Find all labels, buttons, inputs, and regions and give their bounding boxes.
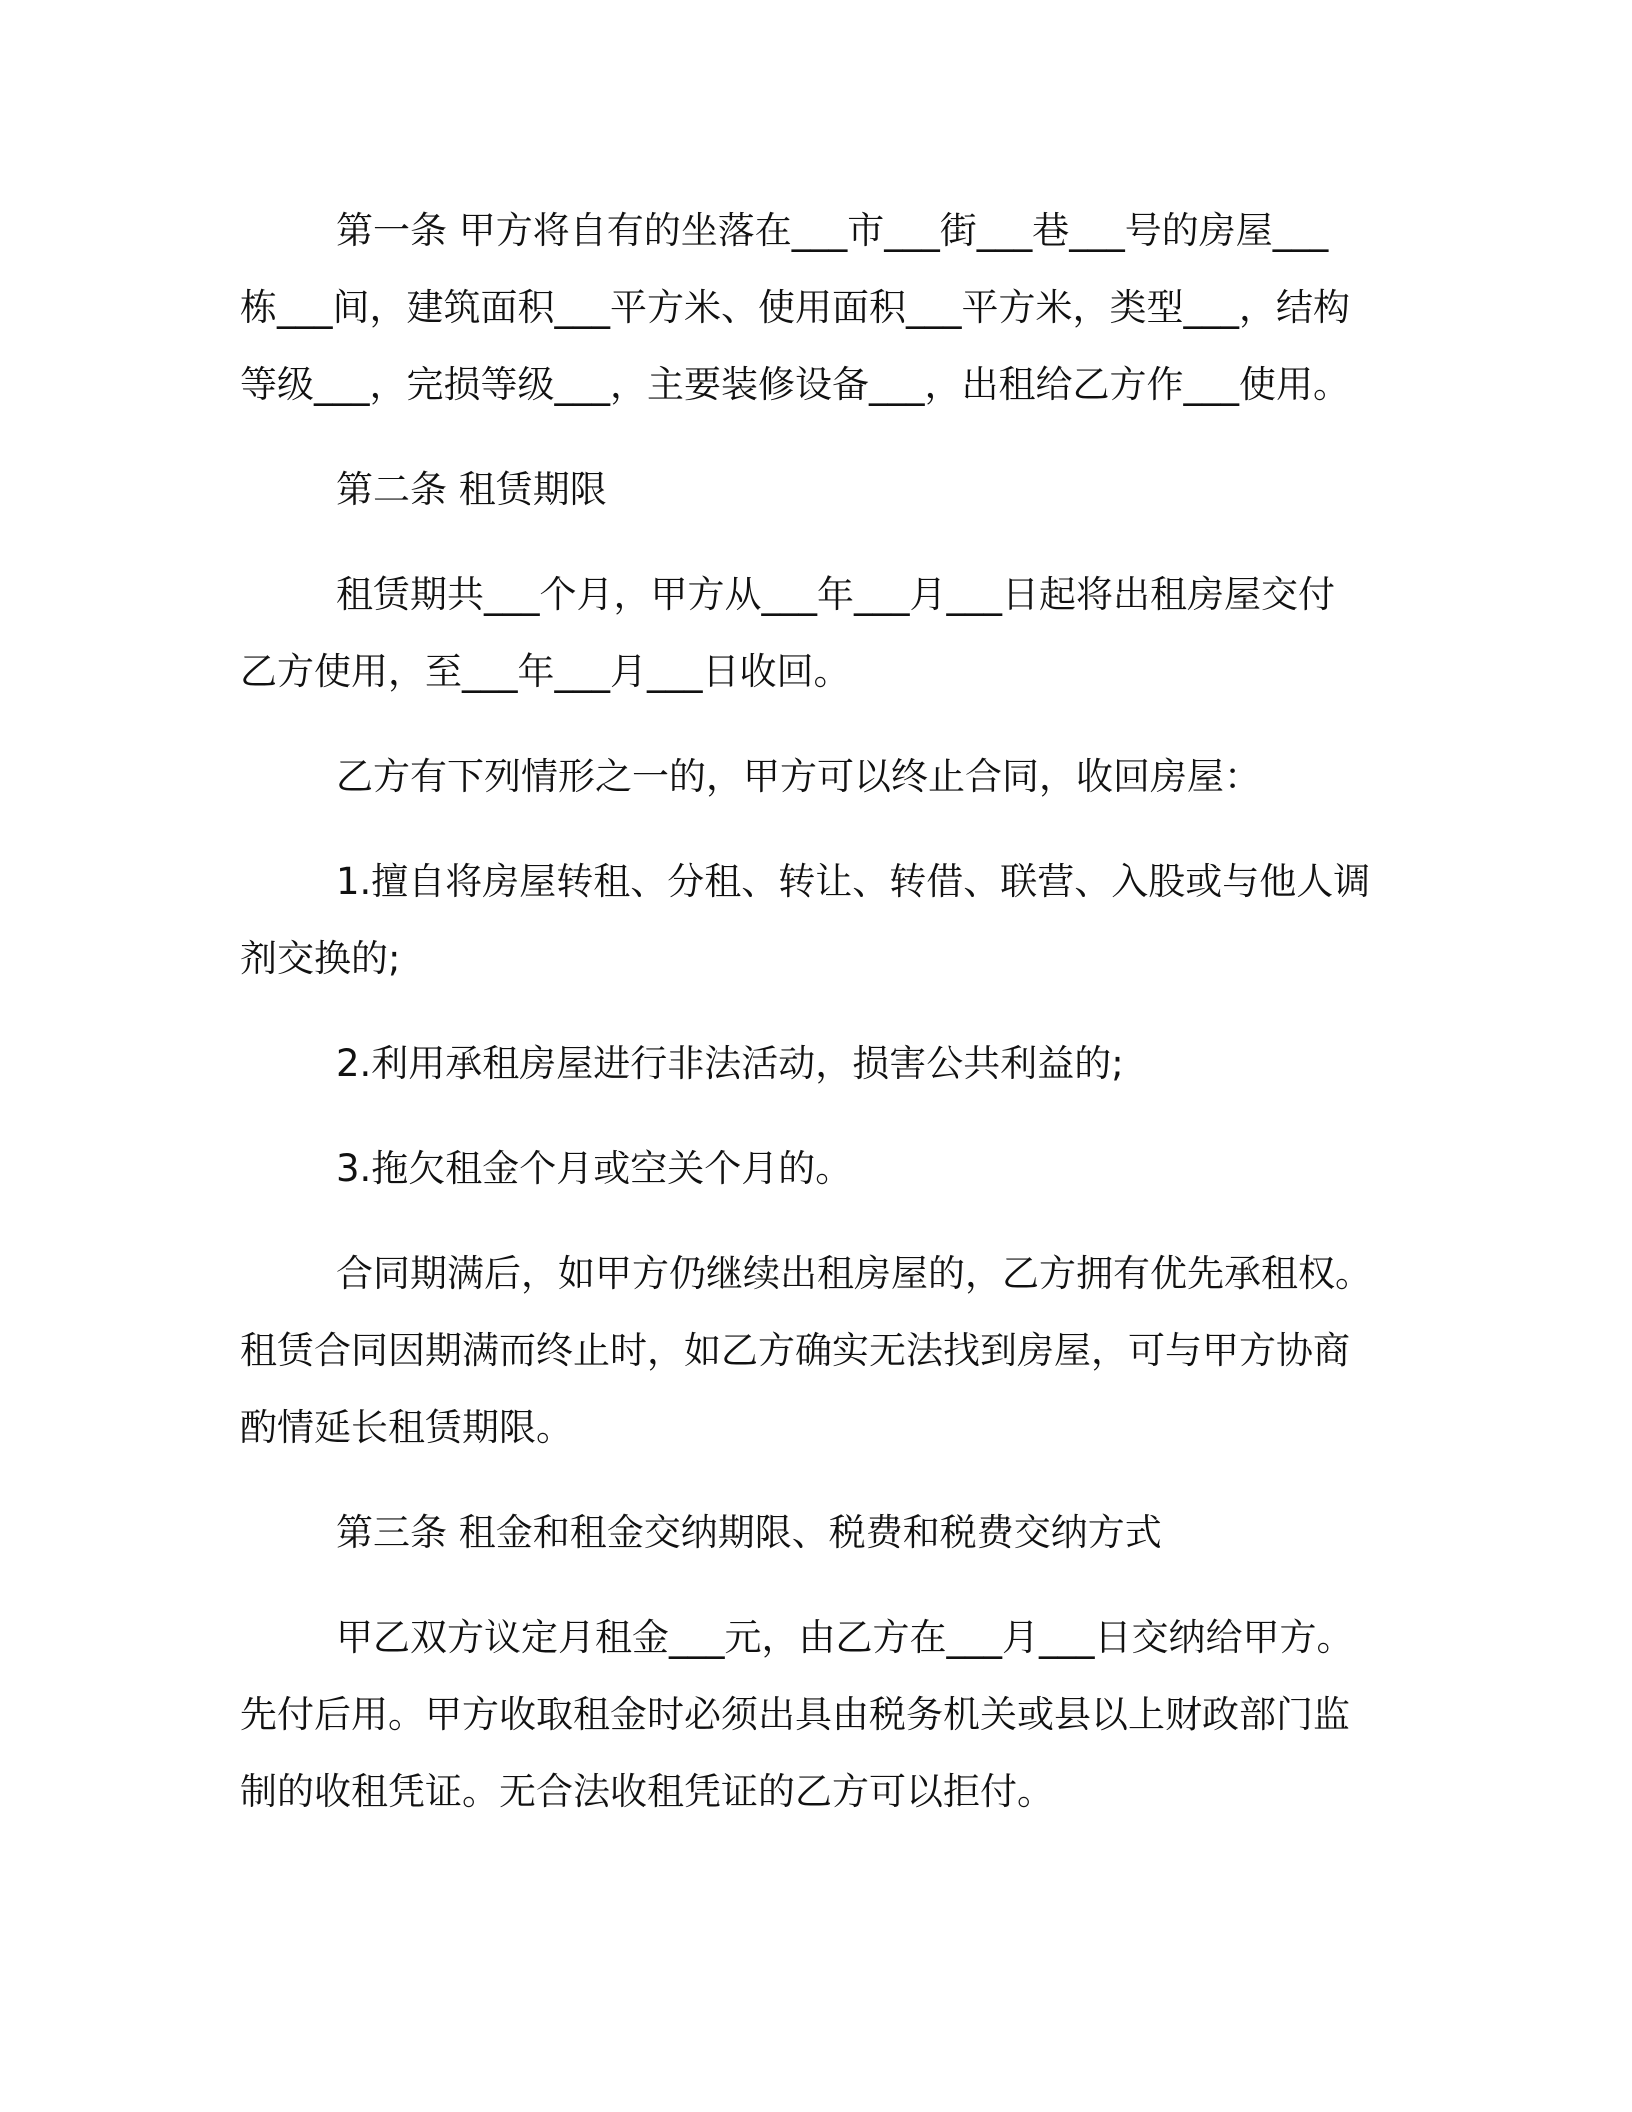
lease-term-line-1: 租赁期共___个月，甲方从___年___月___日起将出租房屋交付 <box>336 573 1335 616</box>
rent-line-1: 甲乙双方议定月租金___元，由乙方在___月___日交纳给甲方。 <box>336 1616 1354 1659</box>
renewal-line-3: 酌情延长租赁期限。 <box>240 1406 573 1449</box>
article-1-paragraph <box>240 192 1400 423</box>
renewal-line-2: 租赁合同因期满而终止时，如乙方确实无法找到房屋，可与甲方协商 <box>240 1329 1350 1372</box>
article-1-line-3: 等级___，完损等级___，主要装修设备___，出租给乙方作___使用。 <box>240 363 1350 406</box>
termination-intro: 乙方有下列情形之一的，甲方可以终止合同，收回房屋： <box>336 755 1261 798</box>
article-1-line-2: 栋___间，建筑面积___平方米、使用面积___平方米，类型___，结构 <box>240 286 1350 329</box>
document-body <box>240 192 1400 1858</box>
rent-line-3: 制的收租凭证。无合法收租凭证的乙方可以拒付。 <box>240 1770 1054 1813</box>
article-2-heading: 第二条 租赁期限 <box>336 468 607 511</box>
termination-item-1-line-2: 剂交换的; <box>240 937 401 980</box>
article-1-line-1: 第一条 甲方将自有的坐落在___市___街___巷___号的房屋___ <box>336 209 1329 252</box>
termination-item-1-line-1: 1.擅自将房屋转租、分租、转让、转借、联营、入股或与他人调 <box>336 860 1371 903</box>
article-3-heading: 第三条 租金和租金交纳期限、税费和税费交纳方式 <box>336 1511 1162 1554</box>
lease-term-line-2: 乙方使用，至___年___月___日收回。 <box>240 650 851 693</box>
rent-line-2: 先付后用。甲方收取租金时必须出具由税务机关或县以上财政部门监 <box>240 1693 1350 1736</box>
renewal-paragraph <box>240 1235 1400 1466</box>
renewal-line-1: 合同期满后，如甲方仍继续出租房屋的，乙方拥有优先承租权。 <box>336 1252 1372 1295</box>
termination-item-1 <box>240 843 1400 997</box>
rent-paragraph <box>240 1599 1400 1830</box>
termination-item-2: 2.利用承租房屋进行非法活动，损害公共利益的; <box>336 1042 1124 1085</box>
termination-item-3: 3.拖欠租金个月或空关个月的。 <box>336 1147 853 1190</box>
lease-term-paragraph <box>240 556 1400 710</box>
